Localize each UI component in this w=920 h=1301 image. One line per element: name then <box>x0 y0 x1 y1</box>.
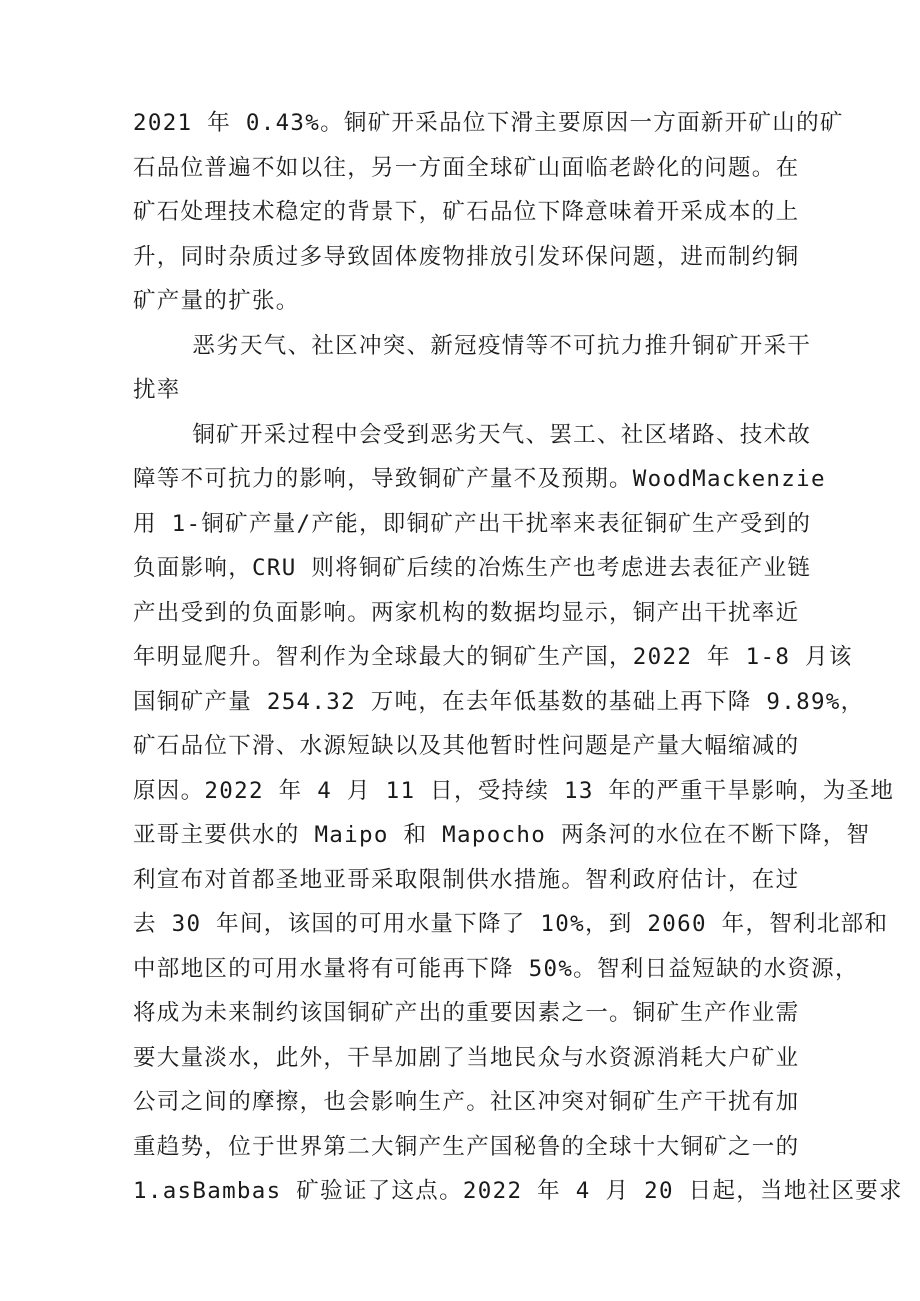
text-line: 公司之间的摩擦，也会影响生产。社区冲突对铜矿生产干扰有加 <box>133 1089 800 1115</box>
text-line: 利宣布对首都圣地亚哥采取限制供水措施。智利政府估计，在过 <box>133 866 800 893</box>
paragraph-ore-grade <box>133 101 844 324</box>
text-line: 重趋势，位于世界第二大铜产生产国秘鲁的全球十大铜矿之一的 <box>133 1133 800 1160</box>
section-heading <box>133 324 812 413</box>
text-line: 产出受到的负面影响。两家机构的数据均显示，铜产出干扰率近 <box>133 599 800 626</box>
text-line: 去 30 年间，该国的可用水量下降了 10%，到 2060 年，智利北部和 <box>133 911 889 937</box>
text-line: 矿产量的扩张。 <box>133 288 300 314</box>
text-line: 年明显爬升。智利作为全球最大的铜矿生产国，2022 年 1-8 月该 <box>133 644 853 670</box>
text-line: 国铜矿产量 254.32 万吨，在去年低基数的基础上再下降 9.89%， <box>133 688 865 715</box>
text-line: 1.asBambas 矿验证了这点。2022 年 4 月 20 日起，当地社区要求 <box>133 1178 903 1204</box>
text-line: 原因。2022 年 4 月 11 日，受持续 13 年的严重干旱影响，为圣地 <box>133 777 895 804</box>
text-line: 铜矿开采过程中会受到恶劣天气、罢工、社区堵路、技术故 <box>133 421 812 448</box>
text-line: 石品位普遍不如以往，另一方面全球矿山面临老龄化的问题。在 <box>133 154 800 181</box>
text-line: 要大量淡水，此外，干旱加剧了当地民众与水资源消耗大户矿业 <box>133 1044 800 1071</box>
text-line: 中部地区的可用水量将有可能再下降 50%。智利日益短缺的水资源， <box>133 955 859 982</box>
paragraph-disruption-rate <box>133 413 903 1214</box>
text-line: 用 1-铜矿产量/产能，即铜矿产出干扰率来表征铜矿生产受到的 <box>133 510 812 537</box>
text-line: 升，同时杂质过多导致固体废物排放引发环保问题，进而制约铜 <box>133 243 800 270</box>
text-line: 亚哥主要供水的 Maipo 和 Mapocho 两条河的水位在不断下降，智 <box>133 822 871 848</box>
text-line: 矿石品位下滑、水源短缺以及其他暂时性问题是产量大幅缩减的 <box>133 733 800 759</box>
text-line: 负面影响，CRU 则将铜矿后续的冶炼生产也考虑进去表征产业链 <box>133 555 812 581</box>
text-line: 2021 年 0.43%。铜矿开采品位下滑主要原因一方面新开矿山的矿 <box>133 110 844 136</box>
text-line: 障等不可抗力的影响，导致铜矿产量不及预期。WoodMackenzie <box>133 466 826 492</box>
heading-line: 扰率 <box>133 377 181 403</box>
heading-line: 恶劣天气、社区冲突、新冠疫情等不可抗力推升铜矿开采干 <box>133 332 812 359</box>
text-line: 矿石处理技术稳定的背景下，矿石品位下降意味着开采成本的上 <box>133 199 800 225</box>
text-line: 将成为未来制约该国铜矿产出的重要因素之一。铜矿生产作业需 <box>133 1000 800 1026</box>
